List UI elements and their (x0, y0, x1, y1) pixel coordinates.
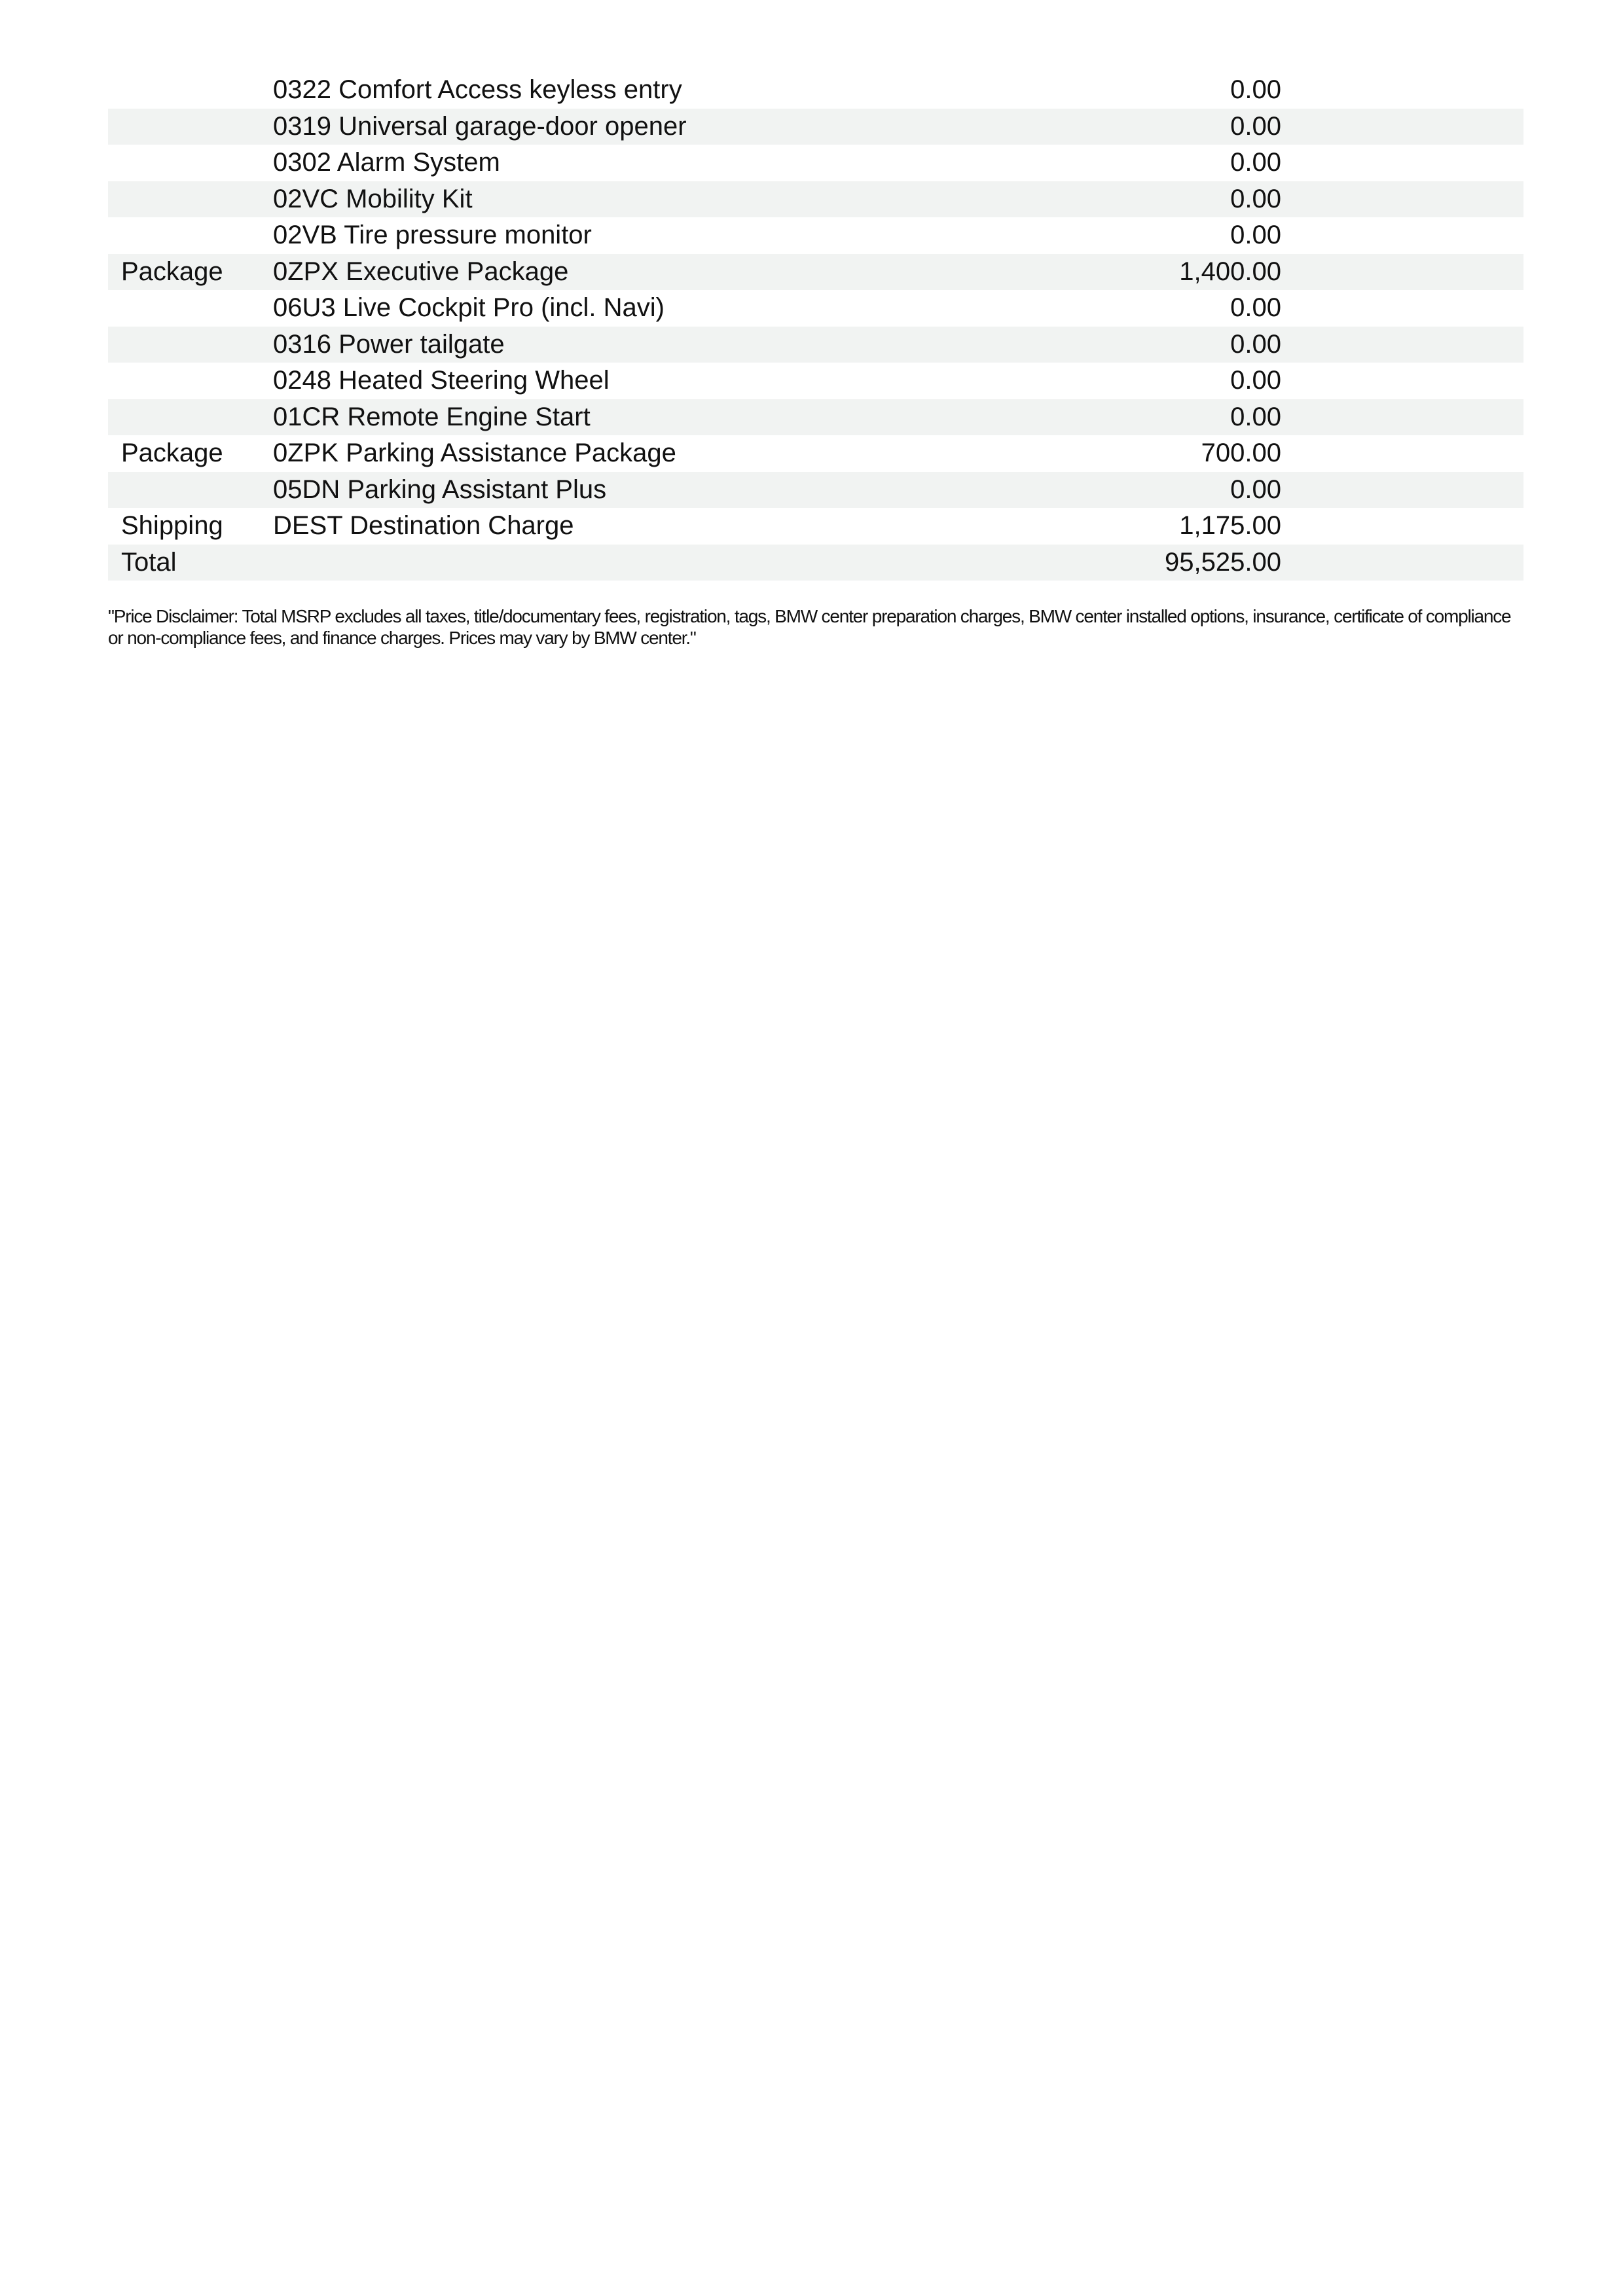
row-category (108, 217, 273, 254)
row-category (108, 109, 273, 145)
row-price: 0.00 (1230, 221, 1281, 249)
total-price: 95,525.00 (1165, 547, 1281, 577)
row-description: 02VC Mobility Kit (273, 184, 473, 213)
row-category: Shipping (121, 511, 223, 540)
row-price: 0.00 (1230, 148, 1281, 177)
row-category (108, 399, 273, 436)
total-description (273, 545, 993, 581)
row-category (108, 181, 273, 218)
row-price: 0.00 (1230, 111, 1281, 141)
row-description: 01CR Remote Engine Start (273, 402, 591, 431)
row-spacer (1281, 435, 1523, 472)
row-description: 0322 Comfort Access keyless entry (273, 75, 682, 104)
total-label: Total (121, 547, 177, 577)
row-category (108, 327, 273, 363)
row-description: 06U3 Live Cockpit Pro (incl. Navi) (273, 293, 665, 322)
price-table (108, 72, 1523, 581)
row-category (108, 72, 273, 109)
table-row (108, 109, 1523, 145)
row-price: 0.00 (1230, 75, 1281, 104)
row-price: 0.00 (1230, 293, 1281, 322)
row-spacer (1281, 109, 1523, 145)
row-price: 1,400.00 (1179, 257, 1281, 286)
table-row (108, 508, 1523, 545)
row-price: 1,175.00 (1179, 511, 1281, 540)
total-row (108, 545, 1523, 581)
row-description: 05DN Parking Assistant Plus (273, 475, 607, 504)
row-spacer (1281, 290, 1523, 327)
table-row (108, 254, 1523, 291)
row-price: 0.00 (1230, 366, 1281, 395)
row-description: 0302 Alarm System (273, 148, 500, 177)
row-spacer (1281, 472, 1523, 509)
row-price: 0.00 (1230, 402, 1281, 431)
row-description: 0319 Universal garage-door opener (273, 111, 687, 141)
table-row (108, 327, 1523, 363)
row-spacer (1281, 545, 1523, 581)
table-row (108, 217, 1523, 254)
row-spacer (1281, 181, 1523, 218)
table-row (108, 435, 1523, 472)
table-row (108, 72, 1523, 109)
row-description: 02VB Tire pressure monitor (273, 221, 592, 249)
row-spacer (1281, 363, 1523, 399)
row-spacer (1281, 72, 1523, 109)
table-row (108, 399, 1523, 436)
row-spacer (1281, 217, 1523, 254)
row-category (108, 145, 273, 181)
table-row (108, 472, 1523, 509)
row-description: 0248 Heated Steering Wheel (273, 366, 610, 395)
price-sheet (108, 72, 1523, 649)
row-category (108, 472, 273, 509)
table-row (108, 181, 1523, 218)
row-description: DEST Destination Charge (273, 511, 574, 540)
row-price: 700.00 (1201, 439, 1281, 467)
table-row (108, 145, 1523, 181)
table-row (108, 290, 1523, 327)
row-price: 0.00 (1230, 475, 1281, 504)
row-spacer (1281, 145, 1523, 181)
row-price: 0.00 (1230, 329, 1281, 359)
table-row (108, 363, 1523, 399)
row-category: Package (121, 439, 223, 467)
row-spacer (1281, 327, 1523, 363)
price-disclaimer: "Price Disclaimer: Total MSRP excludes all taxes, title/documentary fees, registration, tags, BMW center preparation charges, BMW center installed options, insurance, certificate of compliance or non-compliance fees, and finance charges. Prices may vary by BMW center." (108, 606, 1511, 648)
row-category (108, 363, 273, 399)
row-spacer (1281, 508, 1523, 545)
row-spacer (1281, 254, 1523, 291)
row-description: 0ZPX Executive Package (273, 257, 569, 286)
row-description: 0ZPK Parking Assistance Package (273, 439, 676, 467)
row-spacer (1281, 399, 1523, 436)
row-category (108, 290, 273, 327)
row-description: 0316 Power tailgate (273, 329, 505, 359)
row-category: Package (121, 257, 223, 286)
row-price: 0.00 (1230, 184, 1281, 213)
